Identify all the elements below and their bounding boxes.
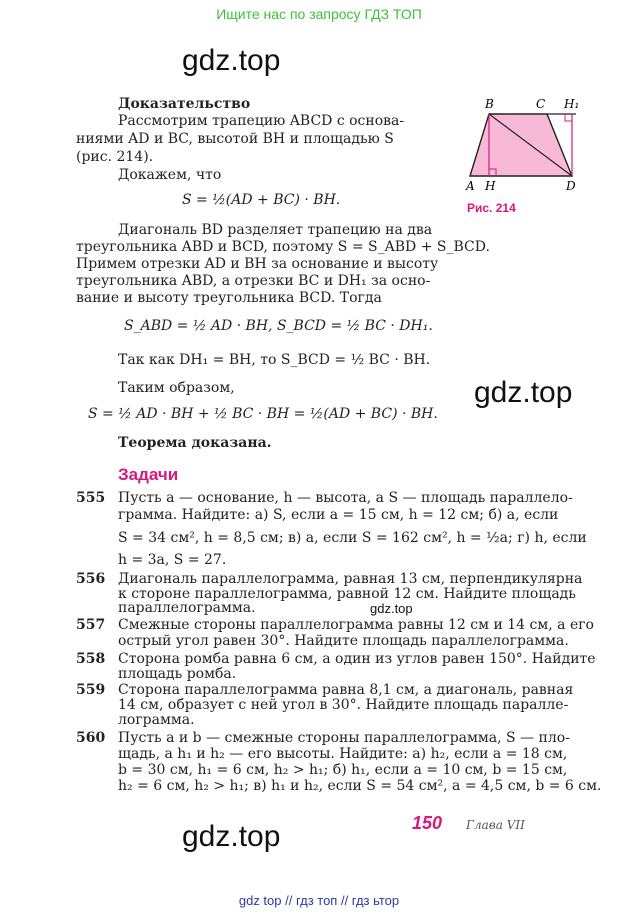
task-line: 14 см, образует с ней угол в 30°. Найдите площадь паралле- xyxy=(118,697,569,713)
proof-line-2: ниями AD и BC, высотой BH и площадью S xyxy=(76,131,394,147)
task-line: лограмма. xyxy=(118,712,195,728)
formula-2: S_ABD = ½ AD · BH, S_BCD = ½ BC · DH₁. xyxy=(124,318,433,334)
task-number: 557 xyxy=(76,617,106,633)
proof-conclusion: Теорема доказана. xyxy=(118,435,272,451)
proof-line-1: Рассмотрим трапецию ABCD с основа- xyxy=(118,113,405,129)
proof-line-9: вание и высоту треугольника BCD. Тогда xyxy=(76,290,382,306)
task-line: грамма. Найдите: а) S, если a = 15 см, h = 12 см; б) a, если xyxy=(118,507,559,523)
figure-caption: Рис. 214 xyxy=(467,201,516,215)
task-line: площадь ромба. xyxy=(118,666,237,682)
watermark-3: gdz.top xyxy=(370,601,413,616)
formula-1: S = ½(AD + BC) · BH. xyxy=(182,192,341,208)
watermark-1: gdz.top xyxy=(182,44,281,77)
top-banner[interactable]: Ищите нас по запросу ГДЗ ТОП xyxy=(216,6,422,22)
watermark-2: gdz.top xyxy=(474,376,573,409)
label-d: D xyxy=(566,179,576,193)
task-line: Сторона ромба равна 6 см, а один из углов равен 150°. Найдите xyxy=(118,651,596,667)
watermark-4: gdz.top xyxy=(182,820,281,853)
task-line: Диагональ параллелограмма, равная 13 см, перпендикулярна xyxy=(118,571,583,587)
task-line: h = 3a, S = 27. xyxy=(118,552,227,568)
label-h1: H₁ xyxy=(564,97,580,111)
proof-line-5: Диагональ BD разделяет трапецию на два xyxy=(118,222,433,238)
task-line: Пусть a и b — смежные стороны параллелограмма, S — пло- xyxy=(118,730,570,746)
right-angle-h1 xyxy=(565,114,572,121)
page-number: 150 xyxy=(412,813,443,833)
proof-line-4: Докажем, что xyxy=(118,167,222,183)
task-line: щадь, а h₁ и h₂ — его высоты. Найдите: а) h₂, если a = 18 см, xyxy=(118,746,568,762)
task-line: Сторона параллелограмма равна 8,1 см, а диагональ, равная xyxy=(118,682,574,698)
proof-line-7: Примем отрезки AD и BH за основание и высоту xyxy=(76,256,439,272)
proof-heading: Доказательство xyxy=(118,96,251,112)
label-c: C xyxy=(536,97,546,111)
task-number: 559 xyxy=(76,682,106,698)
tasks-title: Задачи xyxy=(118,465,179,484)
task-line: b = 30 см, h₁ = 6 см, h₂ > h₁; б) h₁, если a = 10 см, b = 15 см, xyxy=(118,762,568,778)
proof-line-3: (рис. 214). xyxy=(76,149,154,165)
label-a: A xyxy=(466,179,475,193)
task-line: h₂ = 6 см, h₂ > h₁; в) h₁ и h₂, если S = 54 см², a = 4,5 см, b = 6 см. xyxy=(118,778,602,794)
task-line: Пусть a — основание, h — высота, а S — площадь параллело- xyxy=(118,490,573,506)
task-number: 558 xyxy=(76,651,106,667)
task-line: параллелограмма. xyxy=(118,600,256,616)
formula-3: Так как DH₁ = BH, то S_BCD = ½ BC · BH. xyxy=(118,352,431,368)
proof-line-6: треугольника ABD и BCD, поэтому S = S_ABD + S_BCD. xyxy=(76,239,490,255)
chapter-label: Глава VII xyxy=(466,818,525,832)
task-number: 560 xyxy=(76,730,106,746)
task-line: Смежные стороны параллелограмма равны 12 см и 14 см, а его xyxy=(118,617,594,633)
label-h: H xyxy=(485,179,496,193)
task-line: S = 34 см², h = 8,5 см; в) a, если S = 162 см², h = ½a; г) h, если xyxy=(118,530,587,546)
trapezoid-figure xyxy=(462,94,586,198)
trapezoid-fill xyxy=(470,114,572,176)
task-number: 555 xyxy=(76,490,106,506)
bottom-links[interactable]: gdz top // гдз топ // гдз ьтор xyxy=(238,893,400,908)
proof-line-8: треугольника ABD, а отрезки BC и DH₁ за осно- xyxy=(76,273,431,289)
task-line: острый угол равен 30°. Найдите площадь параллелограмма. xyxy=(118,633,569,649)
label-b: B xyxy=(485,97,494,111)
task-number: 556 xyxy=(76,571,106,587)
formula-4: S = ½ AD · BH + ½ BC · BH = ½(AD + BC) · BH. xyxy=(88,406,438,422)
proof-thus: Таким образом, xyxy=(118,380,235,396)
task-line: к стороне параллелограмма, равной 12 см. Найдите площадь xyxy=(118,586,576,602)
